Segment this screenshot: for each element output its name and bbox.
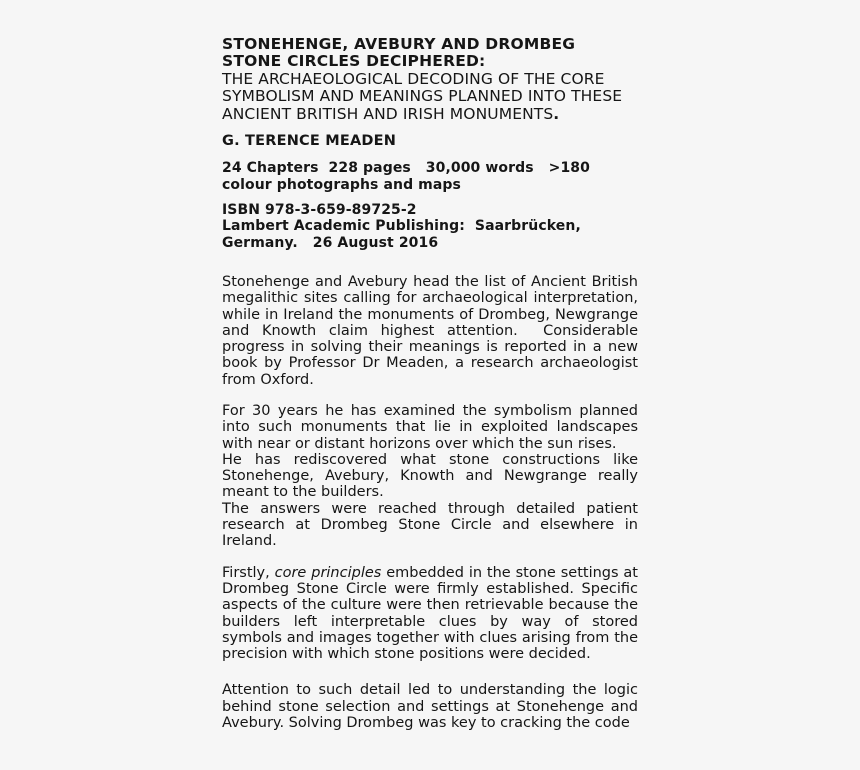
author-name: G. TERENCE MEADEN bbox=[222, 132, 397, 149]
paragraph-core-principles-rest: embedded in the stone settings at Drombeg Stone Circle were firmly established. Specific aspects of the culture were then retrievable because the builders left interpretable clues by way of stored symbols and images together with clues arising from the precision with which stone positions were decided. bbox=[222, 564, 643, 663]
book-subtitle-text: THE ARCHAEOLOGICAL DECODING OF THE CORE SYMBOLISM AND MEANINGS PLANNED INTO THESE ANCIENT BRITISH AND IRISH MONUMENTS bbox=[222, 69, 623, 123]
paragraph-conclusion: Attention to such detail led to understanding the logic behind stone selection and settings at Stonehenge and Avebury. Solving Drombeg was key to cracking the code bbox=[222, 682, 643, 732]
book-stats-line: 24 Chapters 228 pages 30,000 words >180 colour photographs and maps bbox=[222, 160, 595, 193]
paragraph-core-principles bbox=[222, 564, 643, 663]
paragraph-research-3: The answers were reached through detailed patient research at Drombeg Stone Circle and elsewhere in Ireland. bbox=[222, 500, 643, 550]
isbn-line: ISBN 978-3-659-89725-2 bbox=[222, 202, 417, 219]
book-subtitle-period: . bbox=[553, 104, 560, 123]
paragraph-intro: Stonehenge and Avebury head the list of Ancient British megalithic sites calling for archaeological interpretation, while in Ireland the monuments of Drombeg, Newgrange and Knowth claim highest attention. Considerable progress in solving their meanings is reported in a new book by Professor Dr Meaden, a research archaeologist from Oxford. bbox=[222, 273, 643, 388]
paragraph-research-1: For 30 years he has examined the symbolism planned into such monuments that lie in exploited landscapes with near or distant horizons over which the sun rises. bbox=[222, 403, 643, 452]
document-content bbox=[222, 35, 643, 732]
paragraph-research-2: He has rediscovered what stone constructions like Stonehenge, Avebury, Knowth and Newgrange really meant to the builders. bbox=[222, 451, 643, 501]
publisher-line: Lambert Academic Publishing: Saarbrücken, Germany. 26 August 2016 bbox=[222, 218, 586, 251]
book-title: STONEHENGE, AVEBURY AND DROMBEG STONE CIRCLES DECIPHERED: bbox=[222, 35, 576, 71]
paragraph-core-principles-italic: core principles bbox=[274, 564, 382, 581]
paragraph-group-research bbox=[222, 403, 643, 550]
publication-info bbox=[222, 202, 638, 251]
paragraph-core-principles-pre: Firstly, bbox=[222, 564, 275, 581]
book-subtitle bbox=[222, 71, 638, 123]
